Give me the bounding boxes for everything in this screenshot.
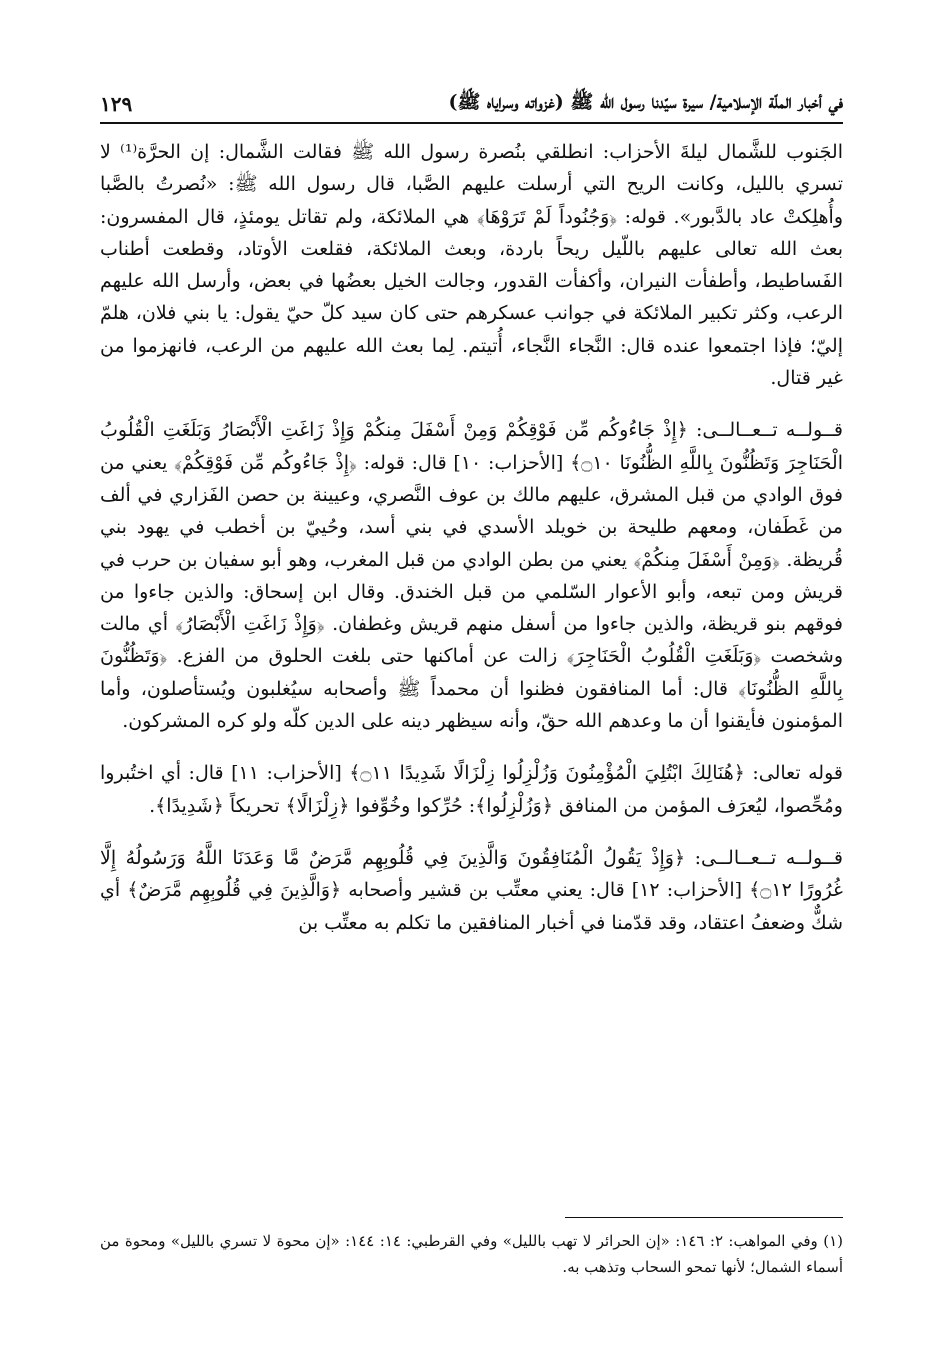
page-number: ١٢٩ xyxy=(100,92,133,116)
page-header xyxy=(100,86,843,122)
paragraph: قوله تعالى: ﴿هُنَالِكَ ابْتُلِيَ الْمُؤْمِنُونَ وَزُلْزِلُوا زِلْزَالًا شَدِيدًا ۝١١﴾ [الأحزاب: ١١] قال: أي اختُبروا ومُحِّصوا، ليُعرَف المؤمن من المنافق ﴿وَزُلْزِلُوا﴾: حُرِّكوا وخُوِّفوا ﴿زِلْزَالًا﴾ تحريكاً ﴿شَدِيدًا﴾. xyxy=(100,762,843,817)
body-text xyxy=(100,136,843,939)
running-title: في أخبار الملّة الإسلامية/ سيرة سيّدنا رسول الله ﷺ (غزواته وسراياه ﷺ) xyxy=(448,91,843,113)
paragraph: الجَنوب للشَّمال ليلةَ الأحزاب: انطلقي بنُصرة رسول الله ﷺ فقالت الشَّمال: إن الحرَّة⁽¹⁾ لا تسري بالليل، وكانت الريح التي أرسلت عليهم الصَّبا، قال رسول الله ﷺ: «نُصرتُ بالصَّبا وأُهلِكتْ عاد بالدَّبور». قوله: ﴿وَجُنُوداً لَمْ تَرَوْهَا﴾ هي الملائكة، ولم تقاتل يومئذٍ، قال المفسرون: بعث الله تعالى عليهم باللّيل ريحاً باردة، وبعث الملائكة، فقلعت الأوتاد، وقطعت أطناب الفَساطيط، وأطفأت النيران، وأكفأت القدور، وجالت الخيل بعضُها في بعض، وأرسل الله عليهم الرعب، وكثر تكبير الملائكة في جوانب عسكرهم حتى كان سيد كلّ حيّ يقول: يا بني فلان، هلمّ إليّ؛ فإذا اجتمعوا عنده قال: النَّجاء النَّجاء، أُتيتم. لِما بعث الله عليهم من الرعب، فانهزموا من غير قتال. xyxy=(100,141,843,390)
footnote-rule xyxy=(565,1217,843,1218)
paragraph: قــولــه تــعــالــى: ﴿وَإِذْ يَقُولُ الْمُنَافِقُونَ وَالَّذِينَ فِي قُلُوبِهِم مَّرَضٌ مَّا وَعَدَنَا اللَّهُ وَرَسُولُهُ إِلَّا غُرُورًا ۝١٢﴾ [الأحزاب: ١٢] قال: يعني معتِّب بن قشير وأصحابه ﴿وَالَّذِينَ فِي قُلُوبِهِم مَّرَضٌ﴾ أي شكٌّ وضعفُ اعتقاد، وقد قدّمنا في أخبار المنافقين ما تكلم به معتِّب بن xyxy=(100,846,843,934)
header-rule xyxy=(100,122,843,124)
paragraph: قــولــه تــعــالــى: ﴿إِذْ جَاءُوكُم مِّن فَوْقِكُمْ وَمِنْ أَسْفَلَ مِنكُمْ وَإِذْ زَاغَتِ الْأَبْصَارُ وَبَلَغَتِ الْقُلُوبُ الْحَنَاجِرَ وَتَظُنُّونَ بِاللَّهِ الظُّنُونَا ۝١٠﴾ [الأحزاب: ١٠] قال: قوله: ﴿إِذْ جَاءُوكُم مِّن فَوْقِكُمْ﴾ يعني من فوق الوادي من قبل المشرق، عليهم مالك بن عوف النَّصري، وعيينة بن حصن الفَزاري في ألف من غَطَفان، ومعهم طليحة بن خويلد الأسدي في بني أسد، وحُييّ بن أخطب في يهود بني قُريظة. ﴿وَمِنْ أَسْفَلَ مِنكُمْ﴾ يعني من بطن الوادي من قبل المغرب، وهو أبو سفيان بن حرب في قريش ومن تبعه، وأبو الأعوار السّلمي من قبل الخندق. وقال ابن إسحاق: والذين جاءوا من فوقهم بنو قريظة، والذين جاءوا من أسفل منهم قريش وغطفان. ﴿وَإِذْ زَاغَتِ الْأَبْصَارُ﴾ أي مالت وشخصت ﴿وَبَلَغَتِ الْقُلُوبُ الْحَنَاجِرَ﴾ زالت عن أماكنها حتى بلغت الحلوق من الفزع. ﴿وَتَظُنُّونَ بِاللَّهِ الظُّنُونَا﴾ قال: أما المنافقون فظنوا أن محمداً ﷺ وأصحابه سيُغلبون ويُستأصلون، وأما المؤمنون فأيقنوا أن ما وعدهم الله حقّ، وأنه سيظهر دينه على الدين كلّه ولو كره المشركون. xyxy=(100,419,843,733)
footnote: (١) وفي المواهب: ٢: ١٤٦: «إن الحرائر لا تهب بالليل» وفي القرطبي: ١٤: ١٤٤: «إن محوة لا تسري بالليل» ومحوة من أسماء الشمال؛ لأنها تمحو السحاب وتذهب به. xyxy=(100,1232,843,1276)
